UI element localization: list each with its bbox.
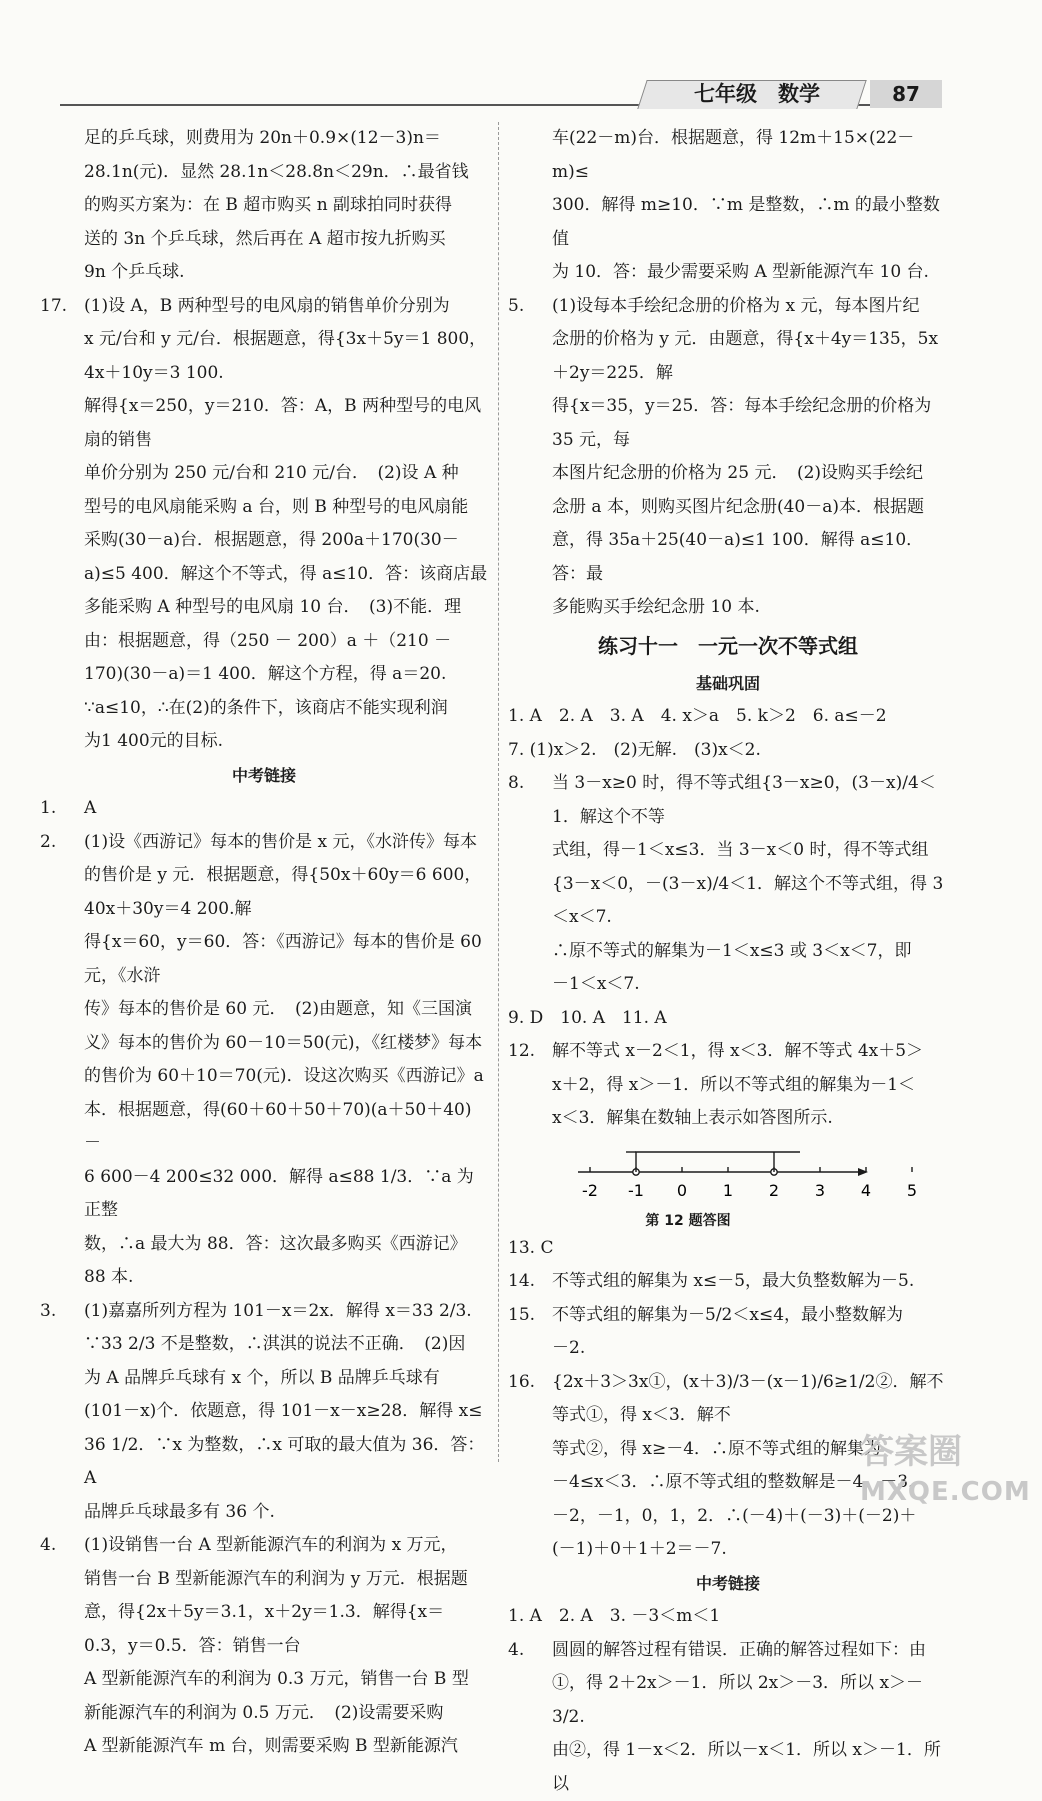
text-line: 170)(30－a)＝1 400．解这个方程，得 a＝20. — [84, 658, 488, 692]
text-line: ∵a≤10，∴在(2)的条件下，该商店不能实现利润 — [84, 692, 488, 726]
text-line: 送的 3n 个乒乓球，然后再在 A 超市按九折购买 — [84, 223, 488, 257]
text-line: 的购买方案为：在 B 超市购买 n 副球拍同时获得 — [84, 189, 488, 223]
text-line: 意，得 35a＋25(40－a)≤1 100．解得 a≤10．答：最 — [552, 524, 948, 591]
watermark-url: MXQE.COM — [860, 1474, 1030, 1510]
text-line: 型号的电风扇能采购 a 台，则 B 种型号的电风扇能 — [84, 491, 488, 525]
text-line: 的售价为 60＋10＝70(元)．设这次购买《西游记》a — [84, 1060, 488, 1094]
text-line: 意，得{2x＋5y＝3.1，x＋2y＝1.3．解得{x＝0.3，y＝0.5．答：销售一台 — [84, 1596, 488, 1663]
text-line: A 型新能源汽车的利润为 0.3 万元，销售一台 B 型 — [84, 1663, 488, 1697]
text-line: (1)设《西游记》每本的售价是 x 元，《水浒传》每本 — [84, 826, 488, 860]
text-line: 品牌乒乓球最多有 36 个. — [84, 1496, 488, 1530]
text-line: (1)设 A，B 两种型号的电风扇的销售单价分别为 — [84, 290, 488, 324]
text-line: 解得{x＝250，y＝210．答：A，B 两种型号的电风扇的销售 — [84, 390, 488, 457]
answer-12 — [508, 1035, 948, 1136]
header-title: 七年级 数学 — [662, 80, 852, 108]
text-line: 足的乒乓球，则费用为 20n＋0.9×(12－3)n＝ — [84, 122, 488, 156]
text-line: 念册的价格为 y 元．由题意，得{x＋4y＝135，5x＋2y＝225．解 — [552, 323, 948, 390]
section-title: 练习十一 一元一次不等式组 — [508, 625, 948, 667]
text-line: 采购(30－a)台．根据题意，得 200a＋170(30－ — [84, 524, 488, 558]
question-number: 3. — [40, 1295, 56, 1329]
text-line: 不等式组的解集为 x≤－5，最大负整数解为－5. — [552, 1265, 948, 1299]
right-continued-text — [508, 122, 948, 290]
answer-5 — [508, 290, 948, 625]
question-number: 8. — [508, 767, 524, 801]
left-continued-text — [40, 122, 488, 290]
watermark-logo — [860, 1430, 1030, 1530]
answer-c4 — [508, 1634, 948, 1801]
question-number: 12. — [508, 1035, 535, 1069]
text-line: 28.1n(元)．显然 28.1n＜28.8n＜29n．∴最省钱 — [84, 156, 488, 190]
text-line: 解不等式 x－2＜1，得 x＜3．解不等式 4x＋5＞ — [552, 1035, 948, 1069]
text-line: 义》每本的售价为 60－10＝50(元)，《红楼梦》每本 — [84, 1027, 488, 1061]
text-line: {3－x＜0，－(3－x)/4＜1．解这个不等式组，得 3＜x＜7. — [552, 868, 948, 935]
text-line: x 元/台和 y 元/台．根据题意，得{3x＋5y＝1 800，4x＋10y＝3 100. — [84, 323, 488, 390]
number-line-tick-label: 5 — [907, 1181, 917, 1200]
text-line: 数，∴a 最大为 88．答：这次最多购买《西游记》 — [84, 1228, 488, 1262]
text-line: (1)设每本手绘纪念册的价格为 x 元，每本图片纪 — [552, 290, 948, 324]
text-line: x＋2，得 x＞－1．所以不等式组的解集为－1＜ — [552, 1069, 948, 1103]
text-line: (101－x)个．依题意，得 101－x－x≥28．解得 x≤ — [84, 1395, 488, 1429]
text-line: 6 600－4 200≤32 000．解得 a≤88 1/3．∵a 为正整 — [84, 1161, 488, 1228]
text-line: 传》每本的售价是 60 元． (2)由题意，知《三国演 — [84, 993, 488, 1027]
text-line: －4≤x＜3．∴原不等式组的整数解是－4，－3， — [552, 1466, 948, 1500]
text-line: 当 3－x≥0 时，得不等式组{3－x≥0，(3－x)/4＜1．解这个不等 — [552, 767, 948, 834]
number-line-tick-label: 2 — [769, 1181, 779, 1200]
text-line: 单价分别为 250 元/台和 210 元/台． (2)设 A 种 — [84, 457, 488, 491]
text-line: A — [84, 792, 488, 826]
page-number: 87 — [870, 80, 942, 108]
section-heading-basic: 基础巩固 — [508, 667, 948, 701]
text-line: 300．解得 m≥10．∵m 是整数，∴m 的最小整数值 — [552, 189, 948, 256]
text-line: －2，－1，0，1，2．∴(－4)＋(－3)＋(－2)＋ — [552, 1500, 948, 1534]
answers-1-6: 1. A 2. A 3. A 4. x＞a 5. k＞2 6. a≤－2 — [508, 700, 948, 734]
text-line: －2. — [552, 1332, 948, 1366]
text-line: 的售价是 y 元．根据题意，得{50x＋60y＝6 600，40x＋30y＝4 200.解 — [84, 859, 488, 926]
text-line: 本图片纪念册的价格为 25 元． (2)设购买手绘纪 — [552, 457, 948, 491]
number-line-tick-label: 3 — [815, 1181, 825, 1200]
text-line: 由：根据题意，得（250 － 200）a ＋（210 － — [84, 625, 488, 659]
answer-1 — [40, 792, 488, 826]
answer-14 — [508, 1265, 948, 1299]
text-line: ∵33 2/3 不是整数，∴淇淇的说法不正确． (2)因 — [84, 1328, 488, 1362]
answer-8 — [508, 767, 948, 1002]
text-line: (1)设销售一台 A 型新能源汽车的利润为 x 万元， — [84, 1529, 488, 1563]
answer-2 — [40, 826, 488, 1295]
number-line-tick-label: 0 — [677, 1181, 687, 1200]
text-line: a)≤5 400．解这个不等式，得 a≤10．答：该商店最 — [84, 558, 488, 592]
text-line: ∴原不等式的解集为－1＜x≤3 或 3＜x＜7，即 — [552, 935, 948, 969]
left-column — [40, 122, 488, 1764]
text-line: 为 10．答：最少需要采购 A 型新能源汽车 10 台. — [552, 256, 948, 290]
answer-4 — [40, 1529, 488, 1764]
text-line: －1＜x＜7. — [552, 968, 948, 1002]
text-line: 9n 个乒乓球. — [84, 256, 488, 290]
question-number: 1. — [40, 792, 56, 826]
answer-7: 7. (1)x＞2. (2)无解. (3)x＜2. — [508, 734, 948, 768]
number-line-tick-label: -2 — [582, 1181, 598, 1200]
text-line: (1)嘉嘉所列方程为 101－x＝2x．解得 x＝33 2/3. — [84, 1295, 488, 1329]
text-line: 多能购买手绘纪念册 10 本. — [552, 591, 948, 625]
question-number: 5. — [508, 290, 524, 324]
answer-13: 13. C — [508, 1232, 948, 1266]
text-line: 等式②，得 x≥－4．∴原不等式组的解集为 — [552, 1433, 948, 1467]
text-line: 为1 400元的目标. — [84, 725, 488, 759]
text-line: 车(22－m)台．根据题意，得 12m＋15×(22－m)≤ — [552, 122, 948, 189]
section-heading-exam-link-2: 中考链接 — [508, 1567, 948, 1601]
text-line: x＜3．解集在数轴上表示如答图所示. — [552, 1102, 948, 1136]
text-line: 圆圆的解答过程有错误．正确的解答过程如下：由 — [552, 1634, 948, 1668]
question-number: 4. — [508, 1634, 524, 1668]
text-line: 不等式组的解集为－5/2＜x≤4，最小整数解为 — [552, 1299, 948, 1333]
text-line: 由②，得 1－x＜2．所以－x＜1．所以 x＞－1．所以 — [552, 1734, 948, 1801]
answers-c1-3: 1. A 2. A 3. －3＜m＜1 — [508, 1600, 948, 1634]
text-line: 88 本. — [84, 1261, 488, 1295]
text-line: A 型新能源汽车 m 台，则需要采购 B 型新能源汽 — [84, 1730, 488, 1764]
figure-caption: 第 12 题答图 — [508, 1210, 948, 1232]
number-line-tick-label: -1 — [628, 1181, 644, 1200]
text-line: 多能采购 A 种型号的电风扇 10 台． (3)不能．理 — [84, 591, 488, 625]
question-number: 15. — [508, 1299, 535, 1333]
answer-15 — [508, 1299, 948, 1366]
text-line: 新能源汽车的利润为 0.5 万元． (2)设需要采购 — [84, 1697, 488, 1731]
text-line: 为 A 品牌乒乓球有 x 个，所以 B 品牌乒乓球有 — [84, 1362, 488, 1396]
number-line-tick-label: 4 — [861, 1181, 871, 1200]
text-line: 36 1/2．∵x 为整数，∴x 可取的最大值为 36．答：A — [84, 1429, 488, 1496]
text-line: 式组，得－1＜x≤3．当 3－x＜0 时，得不等式组 — [552, 834, 948, 868]
text-line: 销售一台 B 型新能源汽车的利润为 y 万元．根据题 — [84, 1563, 488, 1597]
text-line: (－1)＋0＋1＋2＝－7. — [552, 1533, 948, 1567]
section-heading-exam-link: 中考链接 — [40, 759, 488, 793]
text-line: 得{x＝60，y＝60．答：《西游记》每本的售价是 60 元，《水浒 — [84, 926, 488, 993]
number-line-figure — [568, 1140, 878, 1210]
question-number: 17. — [40, 290, 67, 324]
column-divider — [498, 122, 499, 1462]
question-number: 16. — [508, 1366, 535, 1400]
answers-9-11: 9. D 10. A 11. A — [508, 1002, 948, 1036]
right-column — [508, 122, 948, 1801]
answer-3 — [40, 1295, 488, 1530]
question-number: 14. — [508, 1265, 535, 1299]
text-line: ①，得 2＋2x＞－1．所以 2x＞－3．所以 x＞－3/2. — [552, 1667, 948, 1734]
question-17 — [40, 290, 488, 759]
question-number: 2. — [40, 826, 56, 860]
question-number: 4. — [40, 1529, 56, 1563]
text-line: 念册 a 本，则购买图片纪念册(40－a)本．根据题 — [552, 491, 948, 525]
text-line: 得{x＝35，y＝25．答：每本手绘纪念册的价格为 35 元，每 — [552, 390, 948, 457]
text-line: 本．根据题意，得(60＋60＋50＋70)(a＋50＋40)－ — [84, 1094, 488, 1161]
watermark-text: 答案圈 — [860, 1430, 1030, 1474]
text-line: {2x＋3＞3x①，(x＋3)/3－(x－1)/6≥1/2②．解不等式①，得 x＜3．解不 — [552, 1366, 948, 1433]
number-line-tick-label: 1 — [723, 1181, 733, 1200]
